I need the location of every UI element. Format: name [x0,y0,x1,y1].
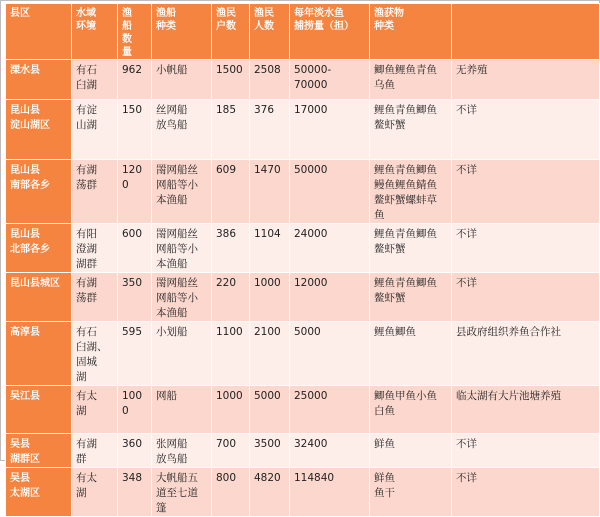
table-cell: 无养殖 [452,60,600,100]
header-households: 渔民 户数 [212,4,250,60]
table-cell: 鲫鱼甲鱼小鱼 白鱼 [370,386,452,434]
table-cell: 24000 [290,224,370,273]
table-cell: 有太 湖 [72,468,118,517]
table-cell: 有太 湖 [72,386,118,434]
table-cell: 609 [212,160,250,224]
table-cell: 丝网船 放鸟船 [152,100,212,160]
header-notes [452,4,600,60]
header-county: 县区 [6,4,72,60]
table-row [6,322,600,386]
table-cell: 鲤鱼青鱼鲫鱼 鳌虾蟹 [370,100,452,160]
table-cell: 220 [212,273,250,322]
table-cell: 鲤鱼鲫鱼 [370,322,452,386]
table-cell: 50000 [290,160,370,224]
table-row [6,60,600,100]
table-cell: 有石 臼湖、 固城 湖 [72,322,118,386]
header-row [6,4,600,60]
table-cell: 348 [118,468,152,517]
table-cell: 120 0 [118,160,152,224]
table-row [6,160,600,224]
row-header-cell: 吴县 太湖区 [6,468,72,517]
table-cell: 不详 [452,100,600,160]
table-cell: 不详 [452,273,600,322]
table-cell: 4820 [250,468,290,517]
table-cell: 600 [118,224,152,273]
table-cell: 350 [118,273,152,322]
table-cell: 罱网船丝 网船等小 本渔船 [152,273,212,322]
table-row [6,224,600,273]
table-cell: 鲜鱼 鱼干 [370,468,452,517]
table-cell: 5000 [250,386,290,434]
table-cell: 张网船 放鸟船 [152,434,212,468]
table-cell: 150 [118,100,152,160]
table-cell: 2508 [250,60,290,100]
row-header-cell: 昆山县城区 [6,273,72,322]
table-cell: 376 [250,100,290,160]
row-header-cell: 昆山县 南部各乡 [6,160,72,224]
table-cell: 114840 [290,468,370,517]
table-cell: 1500 [212,60,250,100]
table-row [6,273,600,322]
fishery-table [5,3,600,517]
table-cell: 800 [212,468,250,517]
table-cell: 临太湖有大片池塘养殖 [452,386,600,434]
table-cell: 鲤鱼青鱼鲫鱼 鳌虾蟹 [370,273,452,322]
table-cell: 25000 [290,386,370,434]
table-cell: 2100 [250,322,290,386]
table-cell: 1000 [250,273,290,322]
table-cell: 大帆船五 道至七道 篷 [152,468,212,517]
table-cell: 962 [118,60,152,100]
table-row [6,100,600,160]
table-cell: 1104 [250,224,290,273]
header-catch-species: 渔获物 种类 [370,4,452,60]
table-cell: 鲤鱼青鱼鲫鱼 鳌虾蟹 [370,224,452,273]
table-cell: 小帆船 [152,60,212,100]
header-boat-type: 渔船 种类 [152,4,212,60]
table-cell: 鲫鱼鲤鱼青鱼 乌鱼 [370,60,452,100]
table-cell: 有淀 山湖 [72,100,118,160]
row-header-cell: 昆山县 淀山湖区 [6,100,72,160]
table-cell: 县政府组织养鱼合作社 [452,322,600,386]
table-cell: 5000 [290,322,370,386]
table-cell: 360 [118,434,152,468]
table-cell: 有湖 荡群 [72,273,118,322]
table-cell: 不详 [452,434,600,468]
table-cell: 12000 [290,273,370,322]
table-cell: 有湖 荡群 [72,160,118,224]
table-cell: 3500 [250,434,290,468]
table-cell: 网船 [152,386,212,434]
table-cell: 1100 [212,322,250,386]
table-cell: 有阳 澄湖 湖群 [72,224,118,273]
table-cell: 不详 [452,224,600,273]
row-header-cell: 吴县 湖群区 [6,434,72,468]
table-cell: 不详 [452,468,600,517]
table-row [6,386,600,434]
table-cell: 386 [212,224,250,273]
table-cell: 鲤鱼青鱼鲫鱼 鳗鱼鲤鱼鲭鱼 鳌虾蟹螺蚌草 鱼 [370,160,452,224]
table-cell: 17000 [290,100,370,160]
table-cell: 700 [212,434,250,468]
table-cell: 罱网船丝 网船等小 本渔船 [152,224,212,273]
table-cell: 有石 臼湖 [72,60,118,100]
header-water-environment: 水域 环境 [72,4,118,60]
table-cell: 595 [118,322,152,386]
table-cell: 鲜鱼 [370,434,452,468]
table-cell: 32400 [290,434,370,468]
table-cell: 1470 [250,160,290,224]
table-row [6,434,600,468]
row-header-cell: 高淳县 [6,322,72,386]
table-cell: 罱网船丝 网船等小 本渔船 [152,160,212,224]
table-cell: 有湖 群 [72,434,118,468]
table-cell: 小划船 [152,322,212,386]
table-cell: 185 [212,100,250,160]
header-boat-count: 渔 船 数 量 [118,4,152,60]
row-header-cell: 溧水县 [6,60,72,100]
table-cell: 1000 [212,386,250,434]
table-row [6,468,600,517]
table-cell: 100 0 [118,386,152,434]
row-header-cell: 吴江县 [6,386,72,434]
table-cell: 不详 [452,160,600,224]
table-cell: 50000- 70000 [290,60,370,100]
row-header-cell: 昆山县 北部各乡 [6,224,72,273]
header-fishermen: 渔民 人数 [250,4,290,60]
header-annual-catch: 每年淡水鱼 捕捞量（担） [290,4,370,60]
